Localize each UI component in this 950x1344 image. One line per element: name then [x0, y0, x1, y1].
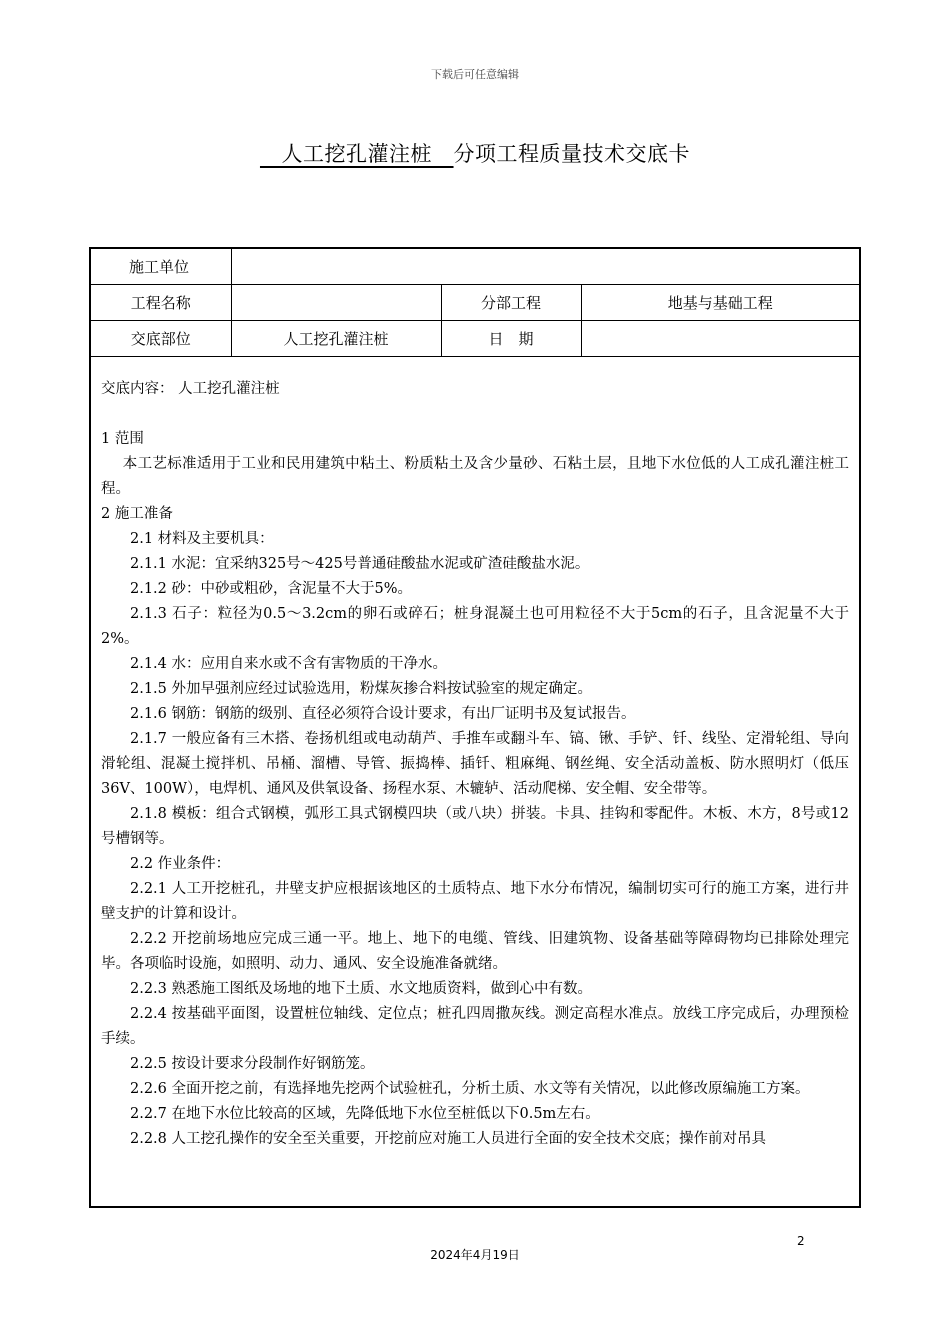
- paragraph: 2.1.7 一般应备有三木搭、卷扬机组或电动葫芦、手推车或翻斗车、镐、锹、手铲、钎、线坠、定滑轮组、导向滑轮组、混凝土搅拌机、吊桶、溜槽、导管、振捣棒、插钎、粗麻绳、钢丝绳、安全活动盖板、防水照明灯（低压36V、100W），电焊机、通风及供氧设备、扬程水泵、木辘轳、活动爬梯、安全帽、安全带等。: [101, 731, 849, 797]
- sub-project-label: 分部工程: [441, 285, 581, 321]
- handover-content: [91, 357, 859, 1152]
- document-frame: [89, 247, 861, 1208]
- paragraph: 2.2 作业条件：: [130, 856, 231, 872]
- project-name-label: 工程名称: [91, 285, 231, 321]
- paragraph: 2.2.7 在地下水位比较高的区域，先降低地下水位至桩低以下0.5m左右。: [130, 1106, 600, 1122]
- document-title: [0, 138, 950, 168]
- date-value: [581, 321, 859, 357]
- section-heading: 1 范围: [101, 431, 144, 447]
- row-handover-part: [91, 321, 859, 357]
- paragraph: 2.1.8 模板：组合式钢模，弧形工具式钢模四块（或八块）拼装。卡具、挂钩和零配件。木板、木方，8号或12号槽钢等。: [101, 806, 849, 847]
- paragraph: 2.1.4 水：应用自来水或不含有害物质的干净水。: [130, 656, 448, 672]
- page-number: 2: [797, 1234, 805, 1248]
- date-label: 日 期: [441, 321, 581, 357]
- row-project-name: [91, 285, 859, 321]
- paragraph: 2.2.5 按设计要求分段制作好钢筋笼。: [130, 1056, 375, 1072]
- paragraph: 2.2.6 全面开挖之前，有选择地先挖两个试验桩孔，分析土质、水文等有关情况，以此修改原编施工方案。: [130, 1081, 810, 1097]
- row-construction-unit: [91, 249, 859, 285]
- construction-unit-value: [231, 249, 859, 285]
- handover-part-label: 交底部位: [91, 321, 231, 357]
- section-heading: 2 施工准备: [101, 506, 173, 522]
- info-table: [91, 249, 859, 357]
- title-rest: 分项工程质量技术交底卡: [453, 142, 691, 166]
- paragraph: 2.1.2 砂：中砂或粗砂，含泥量不大于5%。: [130, 581, 413, 597]
- handover-part-value: 人工挖孔灌注桩: [231, 321, 441, 357]
- paragraph: 2.1.5 外加早强剂应经过试验选用，粉煤灰掺合料按试验室的规定确定。: [130, 681, 593, 697]
- sub-project-value: 地基与基础工程: [581, 285, 859, 321]
- paragraph: 2.2.1 人工开挖桩孔，井壁支护应根据该地区的土质特点、地下水分布情况，编制切实可行的施工方案，进行井壁支护的计算和设计。: [101, 881, 849, 922]
- construction-unit-label: 施工单位: [91, 249, 231, 285]
- paragraph: 本工艺标准适用于工业和民用建筑中粘土、粉质粘土及含少量砂、石粘土层，且地下水位低的人工成孔灌注桩工程。: [101, 456, 849, 497]
- paragraph: 2.2.2 开挖前场地应完成三通一平。地上、地下的电缆、管线、旧建筑物、设备基础等障碍物均已排除处理完毕。各项临时设施，如照明、动力、通风、安全设施准备就绪。: [101, 931, 849, 972]
- paragraph: 2.2.3 熟悉施工图纸及场地的地下土质、水文地质资料，做到心中有数。: [130, 981, 593, 997]
- paragraph: 2.1.3 石子：粒径为0.5～3.2cm的卵石或碎石；桩身混凝土也可用粒径不大于5cm的石子，且含泥量不大于2%。: [101, 606, 849, 647]
- footer-date: 2024年4月19日: [430, 1248, 520, 1262]
- paragraph: 2.1 材料及主要机具：: [130, 531, 274, 547]
- paragraph: 2.2.4 按基础平面图，设置桩位轴线、定位点；桩孔四周撒灰线。测定高程水准点。放线工序完成后，办理预检手续。: [101, 1006, 849, 1047]
- paragraph: 2.1.6 钢筋：钢筋的级别、直径必须符合设计要求，有出厂证明书及复试报告。: [130, 706, 636, 722]
- title-subject: 人工挖孔灌注桩: [259, 142, 454, 166]
- header-note: 下载后可任意编辑: [431, 68, 519, 81]
- paragraph: 2.1.1 水泥：宜采纳325号～425号普通硅酸盐水泥或矿渣硅酸盐水泥。: [130, 556, 590, 572]
- project-name-value: [231, 285, 441, 321]
- content-lead: 交底内容： 人工挖孔灌注桩: [101, 381, 280, 397]
- paragraph: 2.2.8 人工挖孔操作的安全至关重要，开挖前应对施工人员进行全面的安全技术交底；操作前对吊具: [130, 1131, 766, 1147]
